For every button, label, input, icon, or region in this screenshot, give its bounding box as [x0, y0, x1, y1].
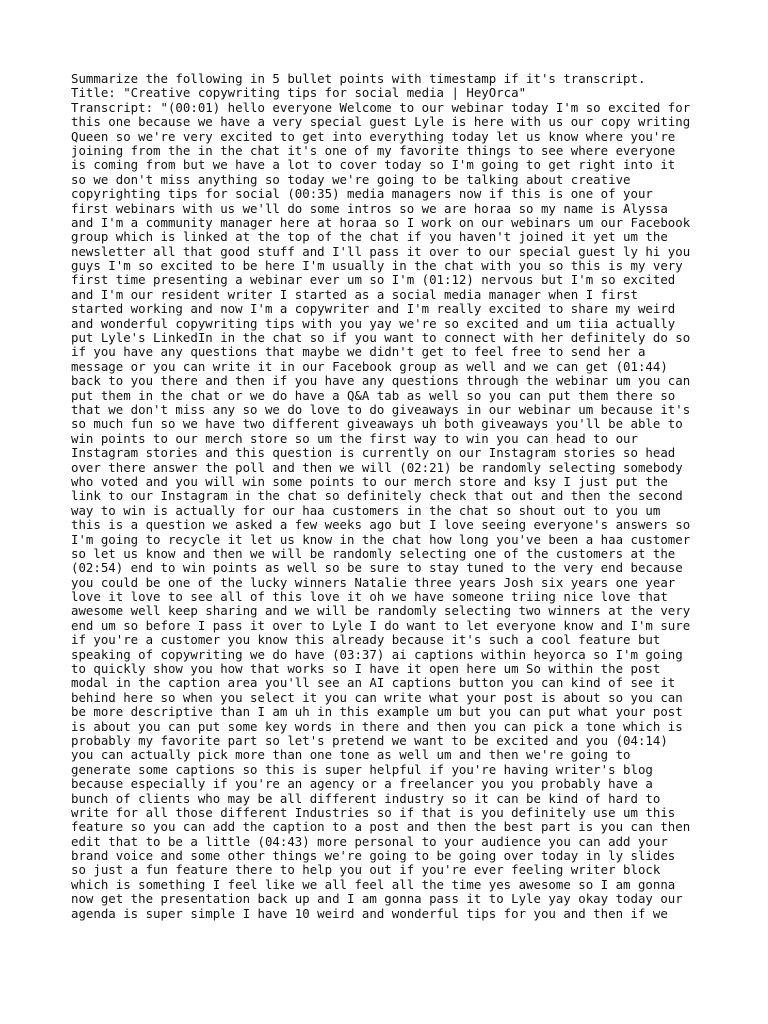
transcript-line: so much fun so we have two different giveaways uh both giveaways you'll be able to: [71, 416, 683, 432]
transcript-line: so just a fun feature there to help you out if you're ever feeling writer block: [71, 862, 661, 878]
transcript-line: brand voice and some other things we're going to be going over today in ly slides: [71, 848, 676, 864]
transcript-line: and wonderful copywriting tips with you yay we're so excited and um tiia actually: [71, 315, 676, 331]
transcript-line: Queen so we're very excited to get into everything today let us know where you're: [71, 128, 676, 144]
transcript-line: this is a question we asked a few weeks ago but I love seeing everyone's answers so: [71, 517, 691, 533]
transcript-line: group which is linked at the top of the chat if you haven't joined it yet um the: [71, 229, 668, 245]
title-line: Title: "Creative copywriting tips for social media | HeyOrca": [71, 85, 527, 101]
prompt-line: Summarize the following in 5 bullet points with timestamp if it's transcript.: [71, 71, 646, 86]
transcript-line: first webinars with us we'll do some intros so we are horaa so my name is Alyssa: [71, 200, 668, 216]
transcript-line: probably my favorite part so let's pretend we want to be excited and you (04:14): [71, 732, 668, 748]
transcript-line: (02:54) end to win points as well so be sure to stay tuned to the very end because: [71, 560, 683, 576]
transcript-line: this one because we have a very special guest Lyle is here with us our copy writing: [71, 114, 691, 130]
transcript-line: you could be one of the lucky winners Natalie three years Josh six years one year: [71, 574, 676, 590]
transcript-line: who voted and you will win some points to our merch store and ksy I just put the: [71, 473, 668, 489]
transcript-line: so let us know and then we will be randomly selecting one of the customers at the: [71, 545, 676, 561]
transcript-line: joining from the in the chat it's one of my favorite things to see where everyone: [71, 142, 676, 158]
transcript-line: which is something I feel like we all feel all the time yes awesome so I am gonna: [71, 876, 676, 892]
transcript-line: and I'm our resident writer I started as a social media manager when I first: [71, 286, 638, 302]
transcript-line: generate some captions so this is super helpful if you're having writer's blog: [71, 761, 653, 777]
transcript-line: agenda is super simple I have 10 weird and wonderful tips for you and then if we: [71, 905, 668, 921]
transcript-line: bunch of clients who may be all different industry so it can be kind of hard to: [71, 790, 661, 806]
transcript-line: win points to our merch store so um the first way to win you can head to our: [71, 430, 638, 446]
transcript-line: feature so you can add the caption to a post and then the best part is you can then: [71, 819, 691, 835]
transcript-line: way to win is actually for our haa customers in the chat so shout out to you um: [71, 502, 661, 518]
transcript-line: that we don't miss any so we do love to do giveaways in our webinar um because it's: [71, 401, 691, 417]
transcript-line: I'm going to recycle it let us know in the chat how long you've been a haa customer: [71, 531, 691, 547]
transcript-line: copyrighting tips for social (00:35) media managers now if this is one of your: [71, 186, 653, 202]
transcript-line: because especially if you're an agency or a freelancer you you probably have a: [71, 776, 653, 792]
transcript-line: love it love to see all of this love it oh we have someone triing nice love that: [71, 589, 668, 605]
transcript-line: link to our Instagram in the chat so definitely check that out and then the second: [71, 488, 683, 504]
transcript-line: if you have any questions that maybe we didn't get to feel free to send her a: [71, 344, 646, 360]
transcript-line: be more descriptive than I am uh in this example um but you can put what your post: [71, 704, 683, 720]
transcript-line: first time presenting a webinar ever um so I'm (01:12) nervous but I'm so excited: [71, 272, 676, 288]
transcript-line: and I'm a community manager here at horaa so I work on our webinars um our Facebook: [71, 214, 691, 230]
transcript-line: put them in the chat or we do have a Q&A tab as well so you can put them there so: [71, 387, 676, 403]
transcript-line: started working and now I'm a copywriter and I'm really excited to share my weird: [71, 301, 676, 317]
transcript-line: back to you there and then if you have any questions through the webinar um you can: [71, 373, 691, 389]
transcript-line: to quickly show you how that works so I have it open here um So within the post: [71, 661, 661, 677]
transcript-line: modal in the caption area you'll see an AI captions button you can kind of see it: [71, 675, 676, 691]
transcript-line: now get the presentation back up and I am gonna pass it to Lyle yay okay today our: [71, 891, 683, 907]
transcript-line: end um so before I pass it over to Lyle I do want to let everyone know and I'm sure: [71, 617, 691, 633]
transcript-line: Instagram stories and this question is currently on our Instagram stories so head: [71, 445, 676, 461]
transcript-line: you can actually pick more than one tone as well um and then we're going to: [71, 747, 631, 763]
transcript-line: if you're a customer you know this already because it's such a cool feature but: [71, 632, 661, 648]
transcript-line: behind here so when you select it you can write what your post is about so you can: [71, 689, 683, 705]
transcript-line: edit that to be a little (04:43) more personal to your audience you can add your: [71, 833, 668, 849]
transcript-line: is coming from but we have a lot to cover today so I'm going to get right into it: [71, 157, 676, 173]
transcript-line: message or you can write it in our Facebook group as well and we can get (01:44): [71, 358, 668, 374]
transcript-line: Transcript: "(00:01) hello everyone Welcome to our webinar today I'm so excited for: [71, 99, 691, 115]
transcript-line: write for all those different Industries so if that is you definitely use um this: [71, 804, 676, 820]
transcript-line: guys I'm so excited to be here I'm usually in the chat with you so this is my very: [71, 258, 683, 274]
transcript-line: is about you can put some key words in there and then you can pick a tone which is: [71, 718, 683, 734]
transcript-line: over there answer the poll and then we will (02:21) be randomly selecting somebody: [71, 459, 683, 475]
transcript-line: newsletter all that good stuff and I'll pass it over to our special guest ly hi you: [71, 243, 691, 259]
transcript-line: so we don't miss anything so today we're going to be talking about creative: [71, 171, 631, 187]
document-text: [71, 72, 711, 921]
transcript-line: awesome well keep sharing and we will be randomly selecting two winners at the very: [71, 603, 691, 619]
transcript-line: speaking of copywriting we do have (03:37) ai captions within heyorca so I'm going: [71, 646, 683, 662]
transcript-line: put Lyle's LinkedIn in the chat so if you want to connect with her definitely do so: [71, 330, 691, 346]
